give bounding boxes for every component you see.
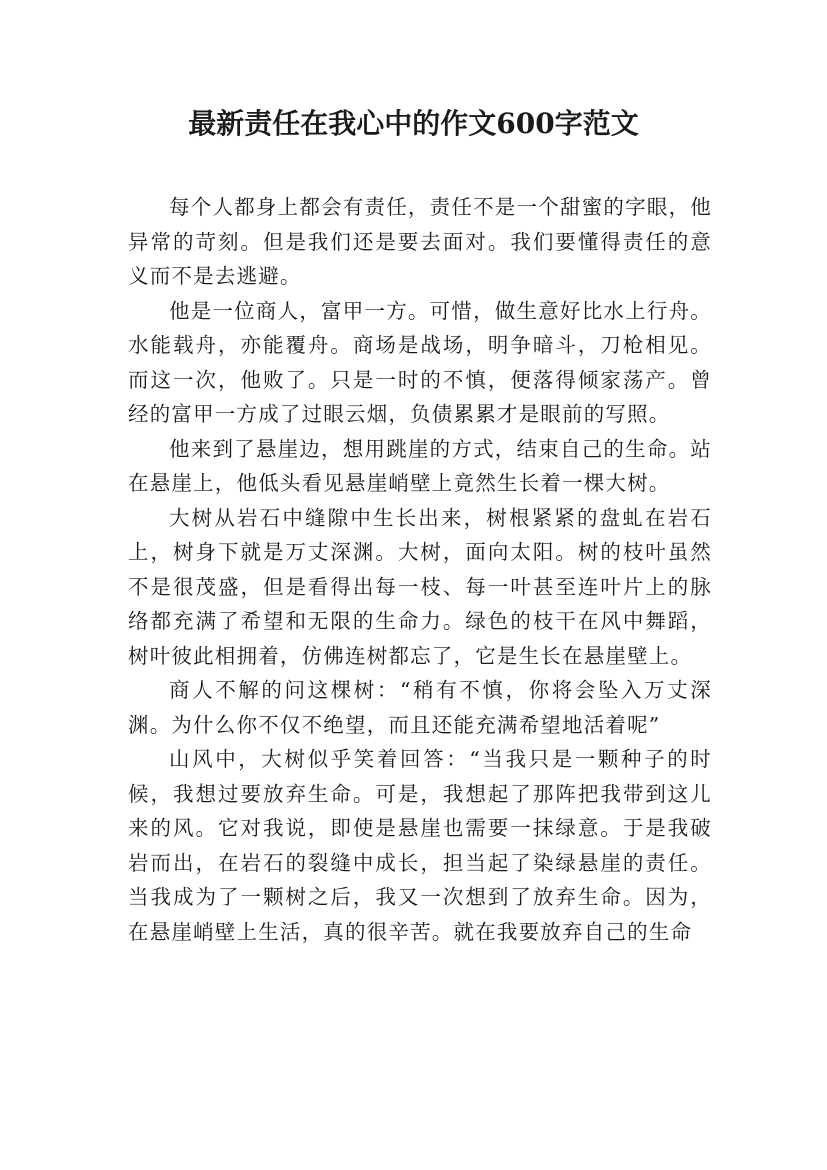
paragraph-5: 商人不解的问这棵树：“稍有不慎，你将会坠入万丈深渊。为什么你不仅不绝望，而且还能充满希望地活着呢” — [128, 678, 712, 737]
paragraph-1: 每个人都身上都会有责任，责任不是一个甜蜜的字眼，他异常的苛刻。但是我们还是要去面对。我们要懂得责任的意义而不是去逃避。 — [128, 195, 712, 288]
paragraph-2: 他是一位商人，富甲一方。可惜，做生意好比水上行舟。水能载舟，亦能覆舟。商场是战场，明争暗斗，刀枪相见。而这一次，他败了。只是一时的不慎，便落得倾家荡产。曾经的富甲一方成了过眼云烟，负债累累才是眼前的写照。 — [128, 298, 712, 426]
paragraph-6: 山风中，大树似乎笑着回答：“当我只是一颗种子的时候，我想过要放弃生命。可是，我想起了那阵把我带到这儿来的风。它对我说，即使是悬崖也需要一抹绿意。于是我破岩而出，在岩石的裂缝中成长，担当起了染绿悬崖的责任。当我成为了一颗树之后，我又一次想到了放弃生命。因为，在悬崖峭壁上生活，真的很辛苦。就在我要放弃自己的生命 — [128, 747, 712, 944]
document-body — [128, 190, 712, 949]
paragraph-4: 大树从岩石中缝隙中生长出来，树根紧紧的盘虬在岩石上，树身下就是万丈深渊。大树，面向太阳。树的枝叶虽然不是很茂盛，但是看得出每一枝、每一叶甚至连叶片上的脉络都充满了希望和无限的生命力。绿色的枝干在风中舞蹈，树叶彼此相拥着，仿佛连树都忘了，它是生长在悬崖壁上。 — [128, 505, 712, 668]
document-title: 最新责任在我心中的作文600字范文 — [188, 107, 639, 140]
paragraph-3: 他来到了悬崖边，想用跳崖的方式，结束自己的生命。站在悬崖上，他低头看见悬崖峭壁上竟然生长着一棵大树。 — [128, 436, 712, 495]
